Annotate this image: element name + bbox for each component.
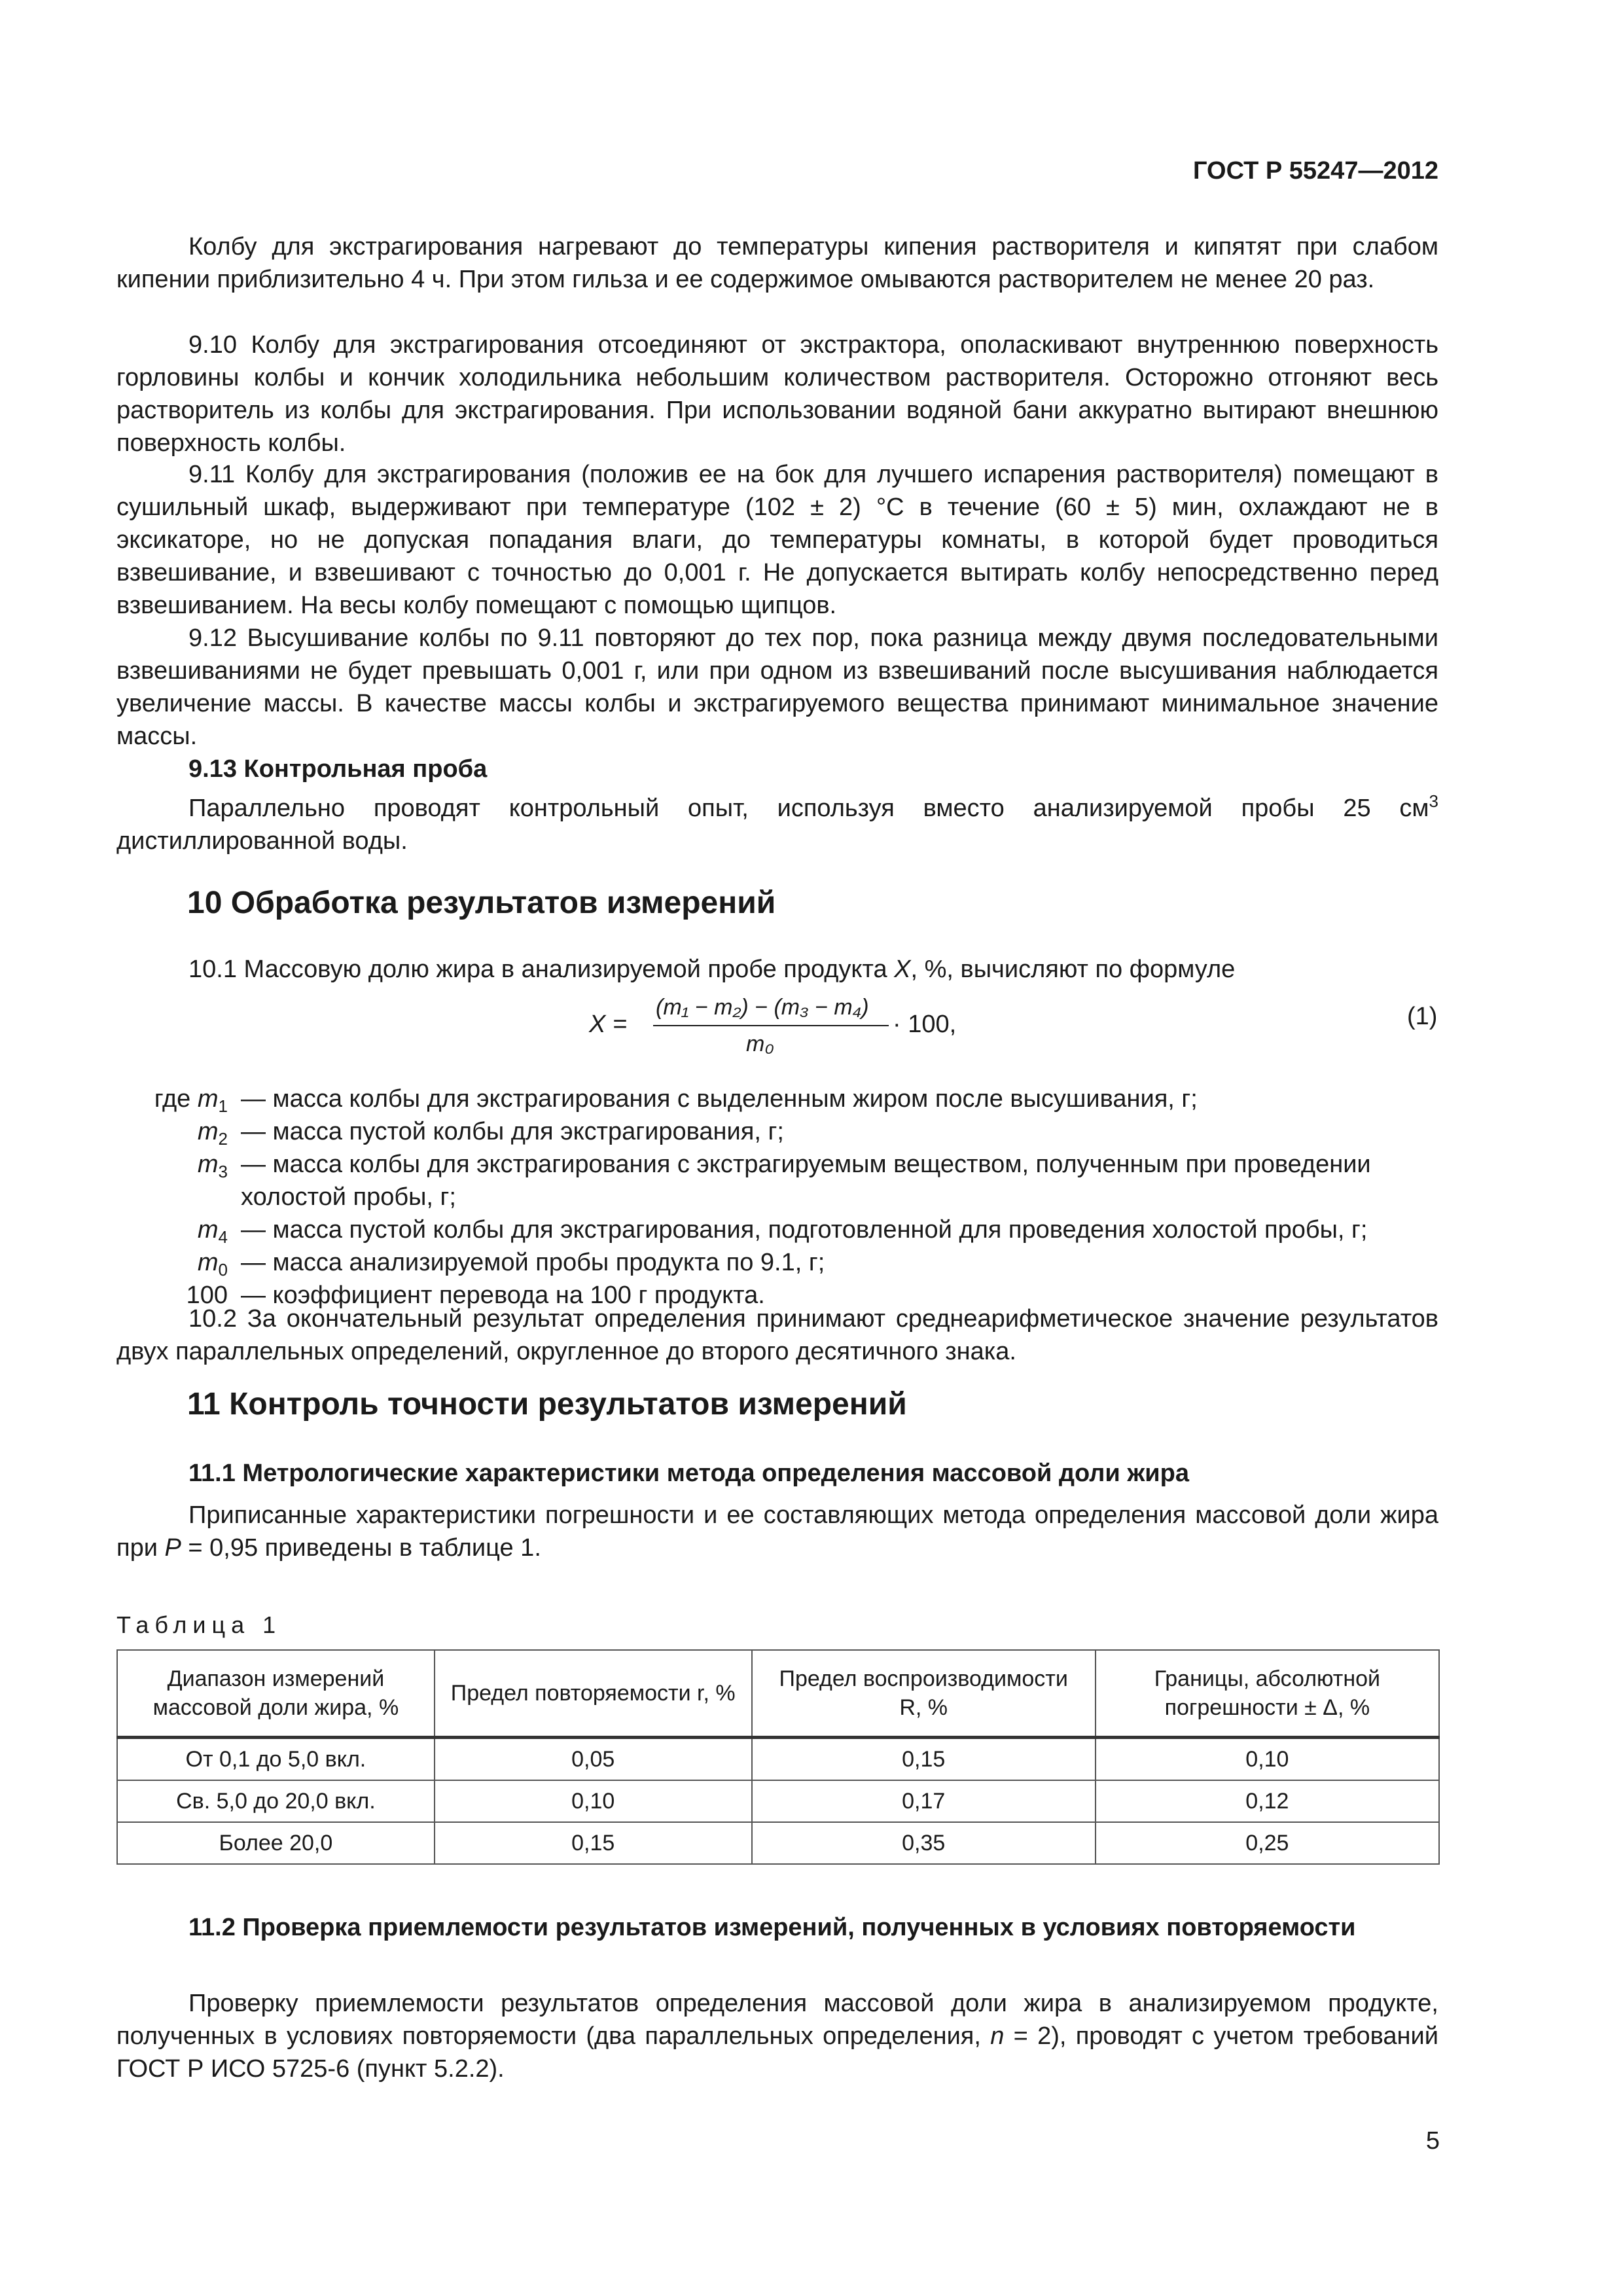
table-cell: 0,05 — [435, 1738, 752, 1781]
variable-definition-row — [116, 1083, 1445, 1115]
table-cell: Более 20,0 — [117, 1822, 435, 1864]
table-cell: 0,17 — [752, 1780, 1096, 1822]
symbol-name: 100 — [186, 1282, 228, 1309]
paragraph-10-2: 10.2 За окончательный результат определения принимают среднеарифметическое значение результатов двух параллельных определений, округленное до второго десятичного знака. — [116, 1305, 1438, 1365]
formula-denominator: m₀ — [746, 1031, 774, 1056]
symbol-name: m — [197, 1118, 219, 1145]
table-header-row — [117, 1650, 1439, 1738]
paragraph-9-10: 9.10 Колбу для экстрагирования отсоединяют от экстрактора, ополаскивают внутреннюю поверхность горловины колбы и кончик холодильника небольшим количеством растворителя. Осторожно отгоняют весь растворитель из колбы для экстрагирования. При использовании водяной бани аккуратно вытирают внешнюю поверхность колбы. — [116, 331, 1438, 457]
table-row — [117, 1780, 1439, 1822]
where-prefix: где — [154, 1085, 191, 1113]
table-cell: 0,10 — [1096, 1738, 1439, 1781]
paragraph-11-2: Проверку приемлемости результатов определения массовой доли жира в анализируемом продукте, полученных в условиях повторяемости (два параллельных определения, n = 2), проводят с учетом требований ГОСТ Р ИСО 5725-6 (пункт 5.2.2). — [116, 1990, 1438, 2083]
page-number: 5 — [1425, 2127, 1440, 2155]
symbol-name: m — [197, 1249, 219, 1276]
table-caption: Таблица 1 — [116, 1611, 282, 1638]
variable-definition-row — [116, 1148, 1445, 1213]
variable-symbol — [116, 1213, 228, 1246]
symbol-subscript: 3 — [218, 1162, 228, 1181]
variable-symbol — [116, 1083, 228, 1115]
table-header-cell: Границы, абсолютной погрешности ± Δ, % — [1096, 1650, 1439, 1738]
table-cell: 0,25 — [1096, 1822, 1439, 1864]
paragraph-9-12: 9.12 Высушивание колбы по 9.11 повторяют до тех пор, пока разница между двумя последовательными взвешиваниями не будет превышать 0,001 г, или при одном из взвешиваний после высушивания наблюдается увеличение массы. В качестве массы колбы и экстрагируемого вещества принимают минимальное значение массы. — [116, 624, 1438, 750]
table-cell: Св. 5,0 до 20,0 вкл. — [117, 1780, 435, 1822]
table-cell: 0,12 — [1096, 1780, 1439, 1822]
table-header-cell: Предел воспроизводимости R, % — [752, 1650, 1096, 1738]
table-cell: 0,15 — [752, 1738, 1096, 1781]
table-row — [117, 1822, 1439, 1864]
symbol-subscript: 4 — [218, 1227, 228, 1247]
symbol-subscript: 1 — [218, 1096, 228, 1116]
variable-description: — масса колбы для экстрагирования с экстрагируемым веществом, полученным при проведении холостой пробы, г; — [241, 1151, 1371, 1211]
variable-description: — масса анализируемой пробы продукта по 9.1, г; — [241, 1249, 825, 1276]
subheading-11-2: 11.2 Проверка приемлемости результатов измерений, полученных в условиях повторяемости — [188, 1914, 1356, 1941]
fraction-bar — [653, 1025, 889, 1026]
variable-definition-row — [116, 1213, 1445, 1246]
formula-numerator: (m₁ − m₂) − (m₃ − m₄) — [656, 995, 869, 1020]
paragraph-boiling: Колбу для экстрагирования нагревают до температуры кипения растворителя и кипятят при слабом кипении приблизительно 4 ч. При этом гильза и ее содержимое омываются растворителем не менее 20 раз. — [116, 233, 1438, 293]
paragraph-9-11: 9.11 Колбу для экстрагирования (положив ее на бок для лучшего испарения растворителя) помещают в сушильный шкаф, выдерживают при температуре (102 ± 2) °С в течение (60 ± 5) мин, охлаждают не в эксикаторе, но не допуская попадания влаги, до температуры комнаты, в которой будет проводиться взвешивание, и взвешивают с точностью до 0,001 г. Не допускается вытирать колбу непосредственно перед взвешиванием. На весы колбу помещают с помощью щипцов. — [116, 461, 1438, 619]
table-cell: 0,35 — [752, 1822, 1096, 1864]
variable-symbol — [116, 1148, 228, 1181]
variable-symbol — [116, 1246, 228, 1279]
subheading-11-1: 11.1 Метрологические характеристики метода определения массовой доли жира — [188, 1460, 1189, 1487]
table-row — [117, 1738, 1439, 1781]
subheading-9-13: 9.13 Контрольная проба — [188, 755, 488, 783]
variable-definition-row — [116, 1115, 1445, 1148]
variable-description: — масса пустой колбы для экстрагирования, подготовленной для проведения холостой пробы, г; — [241, 1216, 1368, 1244]
paragraph-11-1: Приписанные характеристики погрешности и ее составляющих метода определения массовой доли жира при P = 0,95 приведены в таблице 1. — [116, 1501, 1438, 1562]
symbol-subscript: 0 — [218, 1260, 228, 1280]
variable-description: — масса пустой колбы для экстрагирования, г; — [241, 1118, 784, 1145]
symbol-name: m — [197, 1216, 219, 1244]
symbol-name: m — [197, 1151, 219, 1178]
formula-number: (1) — [1407, 1003, 1438, 1030]
table-cell: 0,15 — [435, 1822, 752, 1864]
symbol-name: m — [197, 1085, 219, 1113]
paragraph-10-1: 10.1 Массовую долю жира в анализируемой пробе продукта X, %, вычисляют по формуле — [188, 956, 1236, 983]
variable-definition-row — [116, 1246, 1445, 1279]
table-cell: 0,10 — [435, 1780, 752, 1822]
table-header-cell: Предел повторяемости r, % — [435, 1650, 752, 1738]
formula-tail: · 100, — [893, 1011, 957, 1038]
variable-symbol — [116, 1115, 228, 1148]
heading-section-10: 10 Обработка результатов измерений — [187, 886, 776, 920]
formula-lhs: X = — [589, 1011, 628, 1038]
paragraph-9-13: Параллельно проводят контрольный опыт, используя вместо анализируемой пробы 25 $см^3$ дистиллированной воды. — [116, 791, 1438, 855]
variable-description: — масса колбы для экстрагирования с выделенным жиром после высушивания, г; — [241, 1085, 1198, 1113]
variable-description: — коэффициент перевода на 100 г продукта. — [241, 1282, 765, 1309]
table-header-cell: Диапазон измерений массовой доли жира, % — [117, 1650, 435, 1738]
formula-1 — [0, 995, 1623, 1067]
table-cell: От 0,1 до 5,0 вкл. — [117, 1738, 435, 1781]
symbol-subscript: 2 — [218, 1129, 228, 1149]
metrology-table — [116, 1649, 1440, 1865]
heading-section-11: 11 Контроль точности результатов измерений — [187, 1387, 907, 1422]
document-id-header: ГОСТ Р 55247—2012 — [1193, 157, 1438, 185]
